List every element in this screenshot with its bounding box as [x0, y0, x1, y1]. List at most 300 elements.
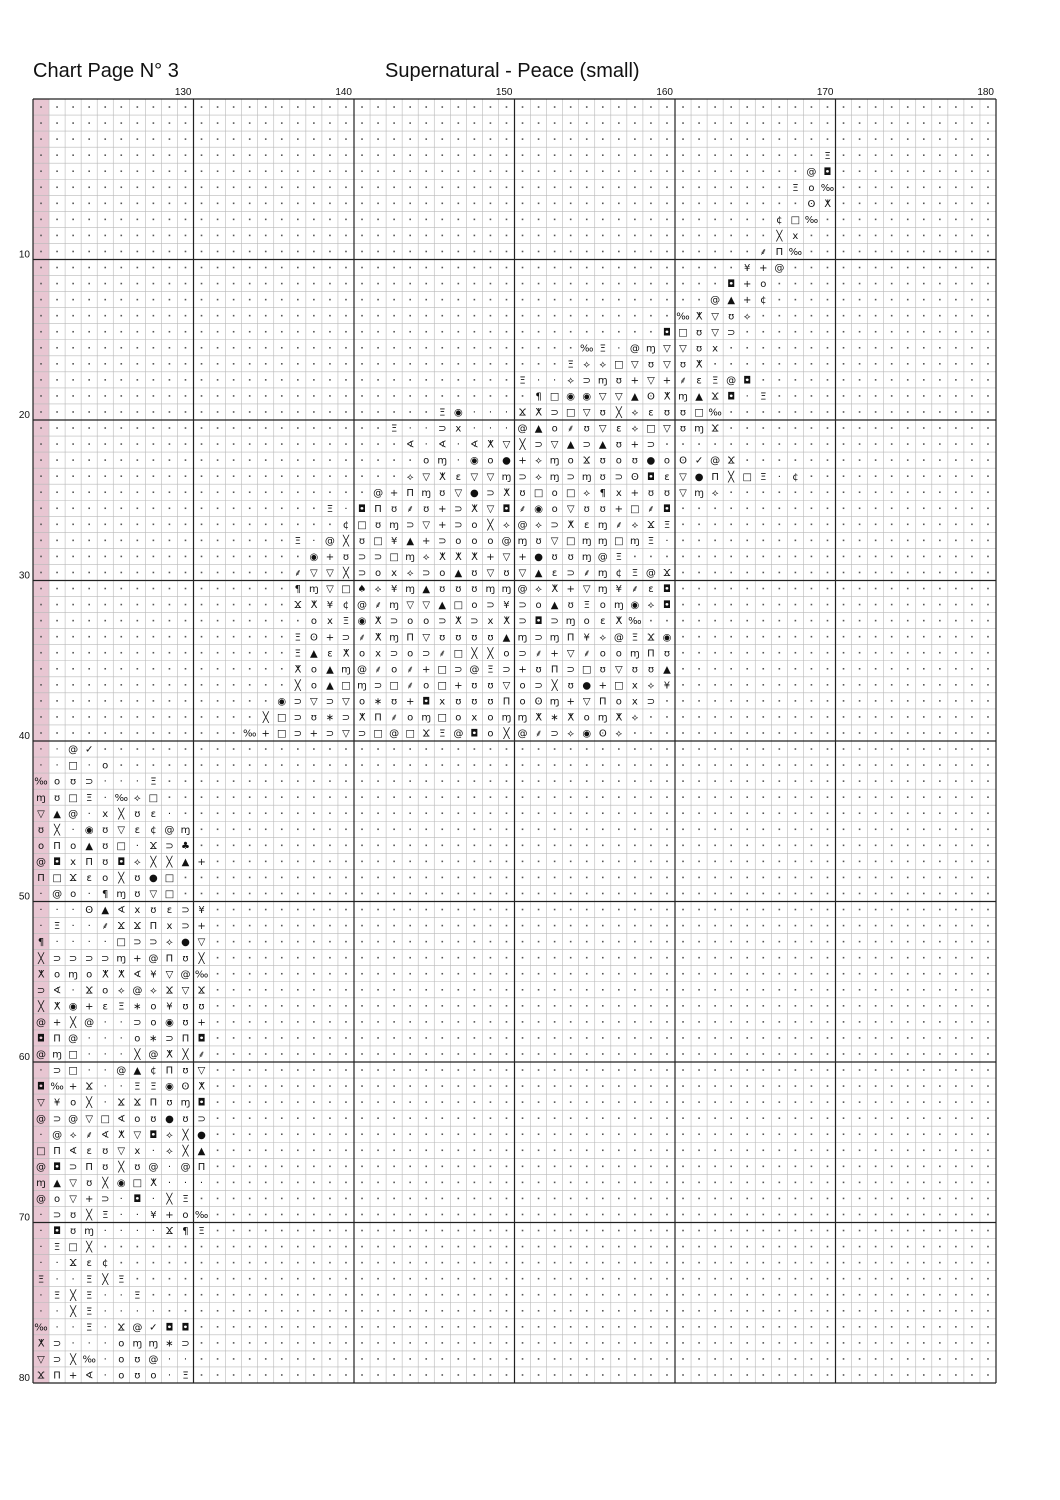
empty-cell-dot: [409, 780, 411, 782]
empty-cell-dot: [313, 957, 315, 959]
empty-cell-dot: [233, 283, 235, 285]
empty-cell-dot: [474, 1214, 476, 1216]
stitch-symbol: x: [615, 487, 622, 499]
empty-cell-dot: [987, 764, 989, 766]
empty-cell-dot: [233, 170, 235, 172]
empty-cell-dot: [859, 299, 861, 301]
stitch-symbol: ο: [102, 873, 109, 885]
empty-cell-dot: [329, 796, 331, 798]
stitch-symbol: @: [629, 343, 640, 355]
empty-cell-dot: [377, 1342, 379, 1344]
empty-cell-dot: [907, 957, 909, 959]
empty-cell-dot: [714, 909, 716, 911]
empty-cell-dot: [875, 556, 877, 558]
empty-cell-dot: [682, 540, 684, 542]
stitch-symbol: ⊃: [357, 728, 367, 740]
empty-cell-dot: [923, 1294, 925, 1296]
empty-cell-dot: [297, 1053, 299, 1055]
empty-cell-dot: [554, 235, 556, 237]
empty-cell-dot: [939, 556, 941, 558]
empty-cell-dot: [40, 411, 42, 413]
empty-cell-dot: [602, 1278, 604, 1280]
stitch-symbol: ▽: [422, 471, 431, 483]
empty-cell-dot: [361, 1294, 363, 1296]
empty-cell-dot: [217, 828, 219, 830]
empty-cell-dot: [923, 973, 925, 975]
empty-cell-dot: [104, 106, 106, 108]
empty-cell-dot: [458, 1198, 460, 1200]
empty-cell-dot: [714, 1230, 716, 1232]
empty-cell-dot: [779, 283, 781, 285]
empty-cell-dot: [169, 716, 171, 718]
stitch-symbol: ◘: [502, 503, 511, 515]
empty-cell-dot: [217, 1005, 219, 1007]
empty-cell-dot: [474, 1182, 476, 1184]
stitch-symbol: ο: [54, 969, 61, 981]
empty-cell-dot: [795, 1358, 797, 1360]
empty-cell-dot: [811, 427, 813, 429]
empty-cell-dot: [923, 122, 925, 124]
empty-cell-dot: [570, 1294, 572, 1296]
empty-cell-dot: [361, 154, 363, 156]
empty-cell-dot: [409, 1117, 411, 1119]
empty-cell-dot: [377, 1085, 379, 1087]
empty-cell-dot: [169, 283, 171, 285]
stitch-symbol: ‰: [804, 214, 819, 226]
stitch-symbol: ◉: [582, 391, 592, 403]
empty-cell-dot: [506, 845, 508, 847]
stitch-symbol: ɱ: [421, 712, 432, 724]
empty-cell-dot: [88, 331, 90, 333]
empty-cell-dot: [554, 1166, 556, 1168]
empty-cell-dot: [361, 861, 363, 863]
empty-cell-dot: [570, 1198, 572, 1200]
empty-cell-dot: [153, 251, 155, 253]
empty-cell-dot: [939, 1101, 941, 1103]
empty-cell-dot: [779, 331, 781, 333]
empty-cell-dot: [746, 845, 748, 847]
empty-cell-dot: [891, 1182, 893, 1184]
empty-cell-dot: [779, 1374, 781, 1376]
empty-cell-dot: [297, 1085, 299, 1087]
empty-cell-dot: [201, 828, 203, 830]
empty-cell-dot: [714, 1005, 716, 1007]
empty-cell-dot: [120, 235, 122, 237]
empty-cell-dot: [217, 700, 219, 702]
empty-cell-dot: [72, 138, 74, 140]
stitch-symbol: □: [36, 1145, 46, 1157]
empty-cell-dot: [441, 748, 443, 750]
empty-cell-dot: [425, 106, 427, 108]
empty-cell-dot: [490, 877, 492, 879]
empty-cell-dot: [730, 1246, 732, 1248]
empty-cell-dot: [249, 764, 251, 766]
empty-cell-dot: [698, 684, 700, 686]
stitch-symbol: ɱ: [116, 889, 127, 901]
stitch-symbol: x: [712, 343, 719, 355]
empty-cell-dot: [730, 1117, 732, 1119]
empty-cell-dot: [538, 1310, 540, 1312]
empty-cell-dot: [425, 395, 427, 397]
empty-cell-dot: [875, 1246, 877, 1248]
stitch-symbol: ·: [39, 1065, 43, 1077]
empty-cell-dot: [875, 572, 877, 574]
stitch-symbol: ⵅ: [294, 664, 302, 676]
stitch-symbol: ▲: [53, 1177, 61, 1189]
empty-cell-dot: [506, 1198, 508, 1200]
empty-cell-dot: [746, 1278, 748, 1280]
empty-cell-dot: [746, 620, 748, 622]
empty-cell-dot: [329, 1101, 331, 1103]
empty-cell-dot: [554, 1230, 556, 1232]
empty-cell-dot: [297, 1037, 299, 1039]
stitch-symbol: ⊃: [165, 840, 174, 852]
empty-cell-dot: [361, 219, 363, 221]
empty-cell-dot: [297, 219, 299, 221]
empty-cell-dot: [795, 812, 797, 814]
empty-cell-dot: [987, 1326, 989, 1328]
stitch-symbol: ʊ: [182, 1017, 189, 1029]
empty-cell-dot: [393, 1085, 395, 1087]
empty-cell-dot: [939, 427, 941, 429]
stitch-symbol: @: [148, 953, 159, 965]
empty-cell-dot: [971, 1342, 973, 1344]
empty-cell-dot: [634, 1166, 636, 1168]
empty-cell-dot: [265, 684, 267, 686]
empty-cell-dot: [233, 186, 235, 188]
empty-cell-dot: [955, 122, 957, 124]
stitch-symbol: ·: [103, 1081, 107, 1093]
empty-cell-dot: [137, 186, 139, 188]
empty-cell-dot: [730, 1021, 732, 1023]
empty-cell-dot: [827, 732, 829, 734]
empty-cell-dot: [762, 524, 764, 526]
empty-cell-dot: [907, 459, 909, 461]
empty-cell-dot: [153, 491, 155, 493]
empty-cell-dot: [474, 1358, 476, 1360]
empty-cell-dot: [393, 1198, 395, 1200]
empty-cell-dot: [474, 1246, 476, 1248]
empty-cell-dot: [169, 796, 171, 798]
stitch-symbol: ⟡: [567, 728, 574, 740]
empty-cell-dot: [714, 861, 716, 863]
stitch-symbol: ·: [167, 1177, 172, 1189]
empty-cell-dot: [329, 170, 331, 172]
empty-cell-dot: [217, 267, 219, 269]
empty-cell-dot: [923, 154, 925, 156]
empty-cell-dot: [458, 1117, 460, 1119]
empty-cell-dot: [169, 588, 171, 590]
empty-cell-dot: [971, 379, 973, 381]
stitch-symbol: ɛ: [696, 375, 702, 387]
empty-cell-dot: [634, 909, 636, 911]
empty-cell-dot: [522, 909, 524, 911]
empty-cell-dot: [441, 861, 443, 863]
stitch-symbol: ╳: [551, 680, 558, 692]
empty-cell-dot: [313, 1182, 315, 1184]
empty-cell-dot: [345, 941, 347, 943]
empty-cell-dot: [650, 748, 652, 750]
empty-cell-dot: [762, 764, 764, 766]
empty-cell-dot: [811, 620, 813, 622]
empty-cell-dot: [666, 845, 668, 847]
empty-cell-dot: [682, 716, 684, 718]
empty-cell-dot: [827, 893, 829, 895]
empty-cell-dot: [762, 1246, 764, 1248]
empty-cell-dot: [441, 154, 443, 156]
empty-cell-dot: [939, 1374, 941, 1376]
empty-cell-dot: [185, 219, 187, 221]
stitch-symbol: ʊ: [102, 840, 109, 852]
empty-cell-dot: [72, 106, 74, 108]
empty-cell-dot: [650, 957, 652, 959]
empty-cell-dot: [313, 186, 315, 188]
stitch-symbol: @: [373, 487, 384, 499]
empty-cell-dot: [233, 1262, 235, 1264]
empty-cell-dot: [955, 1310, 957, 1312]
empty-cell-dot: [730, 684, 732, 686]
stitch-symbol: ·: [151, 1145, 155, 1157]
stitch-symbol: ʊ: [455, 584, 462, 596]
empty-cell-dot: [185, 668, 187, 670]
empty-cell-dot: [827, 877, 829, 879]
empty-cell-dot: [666, 138, 668, 140]
empty-cell-dot: [779, 1214, 781, 1216]
empty-cell-dot: [153, 1262, 155, 1264]
empty-cell-dot: [249, 122, 251, 124]
stitch-symbol: ʊ: [150, 1113, 157, 1125]
empty-cell-dot: [345, 909, 347, 911]
empty-cell-dot: [297, 780, 299, 782]
empty-cell-dot: [554, 893, 556, 895]
empty-cell-dot: [907, 170, 909, 172]
empty-cell-dot: [875, 1294, 877, 1296]
empty-cell-dot: [746, 186, 748, 188]
empty-cell-dot: [891, 732, 893, 734]
stitch-symbol: ‰: [34, 1322, 48, 1334]
stitch-symbol: ο: [54, 1194, 61, 1206]
empty-cell-dot: [971, 748, 973, 750]
empty-cell-dot: [506, 1101, 508, 1103]
empty-cell-dot: [987, 732, 989, 734]
empty-cell-dot: [650, 1117, 652, 1119]
empty-cell-dot: [281, 1246, 283, 1248]
empty-cell-dot: [971, 395, 973, 397]
empty-cell-dot: [859, 427, 861, 429]
empty-cell-dot: [153, 556, 155, 558]
stitch-symbol: ⊃: [293, 696, 303, 708]
empty-cell-dot: [939, 620, 941, 622]
empty-cell-dot: [811, 507, 813, 509]
empty-cell-dot: [795, 957, 797, 959]
empty-cell-dot: [458, 1294, 460, 1296]
empty-cell-dot: [586, 1294, 588, 1296]
empty-cell-dot: [249, 893, 251, 895]
empty-cell-dot: [746, 925, 748, 927]
empty-cell-dot: [730, 540, 732, 542]
empty-cell-dot: [490, 1230, 492, 1232]
empty-cell-dot: [506, 1374, 508, 1376]
stitch-symbol: ⟡: [631, 423, 639, 435]
empty-cell-dot: [361, 764, 363, 766]
empty-cell-dot: [409, 1310, 411, 1312]
empty-cell-dot: [795, 1262, 797, 1264]
empty-cell-dot: [730, 219, 732, 221]
empty-cell-dot: [281, 491, 283, 493]
empty-cell-dot: [971, 1182, 973, 1184]
empty-cell-dot: [570, 1374, 572, 1376]
empty-cell-dot: [281, 1294, 283, 1296]
stitch-symbol: ▲: [663, 664, 671, 676]
empty-cell-dot: [72, 363, 74, 365]
stitch-symbol: ο: [310, 680, 317, 692]
empty-cell-dot: [602, 1021, 604, 1023]
stitch-symbol: ╳: [102, 1177, 109, 1189]
empty-cell-dot: [682, 283, 684, 285]
empty-cell-dot: [746, 491, 748, 493]
empty-cell-dot: [490, 1182, 492, 1184]
empty-cell-dot: [538, 1085, 540, 1087]
empty-cell-dot: [393, 780, 395, 782]
empty-cell-dot: [762, 1037, 764, 1039]
empty-cell-dot: [345, 315, 347, 317]
empty-cell-dot: [474, 395, 476, 397]
empty-cell-dot: [891, 909, 893, 911]
stitch-symbol: ▲: [502, 632, 511, 644]
empty-cell-dot: [762, 909, 764, 911]
stitch-symbol: Ξ: [583, 600, 590, 612]
empty-cell-dot: [987, 1230, 989, 1232]
empty-cell-dot: [762, 828, 764, 830]
empty-cell-dot: [843, 1166, 845, 1168]
empty-cell-dot: [425, 411, 427, 413]
empty-cell-dot: [169, 1278, 171, 1280]
empty-cell-dot: [538, 1230, 540, 1232]
empty-cell-dot: [891, 748, 893, 750]
stitch-symbol: ʊ: [134, 1370, 141, 1382]
stitch-symbol: Π: [775, 247, 784, 259]
empty-cell-dot: [217, 973, 219, 975]
empty-cell-dot: [249, 1166, 251, 1168]
empty-cell-dot: [233, 1117, 235, 1119]
empty-cell-dot: [169, 748, 171, 750]
empty-cell-dot: [730, 620, 732, 622]
empty-cell-dot: [265, 138, 267, 140]
empty-cell-dot: [666, 1230, 668, 1232]
stitch-symbol: ⟡: [647, 600, 655, 612]
empty-cell-dot: [458, 267, 460, 269]
stitch-symbol: Ϫ: [117, 1322, 126, 1334]
empty-cell-dot: [458, 299, 460, 301]
empty-cell-dot: [634, 812, 636, 814]
empty-cell-dot: [795, 1133, 797, 1135]
empty-cell-dot: [923, 957, 925, 959]
empty-cell-dot: [730, 267, 732, 269]
stitch-symbol: ο: [150, 1370, 157, 1382]
empty-cell-dot: [907, 235, 909, 237]
empty-cell-dot: [586, 909, 588, 911]
empty-cell-dot: [779, 636, 781, 638]
empty-cell-dot: [522, 1085, 524, 1087]
empty-cell-dot: [698, 443, 700, 445]
empty-cell-dot: [297, 828, 299, 830]
empty-cell-dot: [891, 251, 893, 253]
empty-cell-dot: [762, 1069, 764, 1071]
empty-cell-dot: [746, 106, 748, 108]
stitch-symbol: ɱ: [565, 616, 576, 628]
stitch-symbol: Ξ: [631, 568, 639, 580]
empty-cell-dot: [56, 443, 58, 445]
empty-cell-dot: [987, 1246, 989, 1248]
stitch-symbol: ▲: [85, 840, 94, 852]
empty-cell-dot: [859, 989, 861, 991]
empty-cell-dot: [474, 845, 476, 847]
empty-cell-dot: [313, 925, 315, 927]
empty-cell-dot: [233, 604, 235, 606]
empty-cell-dot: [393, 1149, 395, 1151]
empty-cell-dot: [827, 1085, 829, 1087]
empty-cell-dot: [393, 1358, 395, 1360]
empty-cell-dot: [506, 347, 508, 349]
empty-cell-dot: [698, 283, 700, 285]
empty-cell-dot: [891, 507, 893, 509]
empty-cell-dot: [955, 1053, 957, 1055]
empty-cell-dot: [217, 411, 219, 413]
empty-cell-dot: [185, 1246, 187, 1248]
empty-cell-dot: [746, 973, 748, 975]
empty-cell-dot: [297, 138, 299, 140]
empty-cell-dot: [490, 909, 492, 911]
empty-cell-dot: [730, 507, 732, 509]
empty-cell-dot: [682, 909, 684, 911]
empty-cell-dot: [153, 588, 155, 590]
empty-cell-dot: [811, 1085, 813, 1087]
stitch-symbol: x: [375, 648, 382, 660]
empty-cell-dot: [795, 267, 797, 269]
empty-cell-dot: [249, 845, 251, 847]
empty-cell-dot: [843, 909, 845, 911]
empty-cell-dot: [313, 524, 315, 526]
empty-cell-dot: [827, 989, 829, 991]
empty-cell-dot: [586, 1342, 588, 1344]
stitch-symbol: ·: [87, 921, 91, 933]
empty-cell-dot: [650, 1133, 652, 1135]
empty-cell-dot: [249, 427, 251, 429]
empty-cell-dot: [811, 1166, 813, 1168]
stitch-symbol: ⊃: [454, 519, 463, 531]
empty-cell-dot: [939, 186, 941, 188]
empty-cell-dot: [795, 395, 797, 397]
empty-cell-dot: [811, 1230, 813, 1232]
empty-cell-dot: [297, 524, 299, 526]
stitch-symbol: Π: [165, 1065, 174, 1077]
empty-cell-dot: [987, 941, 989, 943]
empty-cell-dot: [987, 1133, 989, 1135]
empty-cell-dot: [955, 572, 957, 574]
empty-cell-dot: [939, 989, 941, 991]
empty-cell-dot: [811, 828, 813, 830]
empty-cell-dot: [265, 973, 267, 975]
empty-cell-dot: [923, 411, 925, 413]
empty-cell-dot: [554, 909, 556, 911]
empty-cell-dot: [201, 379, 203, 381]
stitch-symbol: ◘: [197, 1097, 206, 1109]
empty-cell-dot: [666, 780, 668, 782]
empty-cell-dot: [698, 1342, 700, 1344]
empty-cell-dot: [762, 219, 764, 221]
empty-cell-dot: [474, 1198, 476, 1200]
empty-cell-dot: [811, 443, 813, 445]
